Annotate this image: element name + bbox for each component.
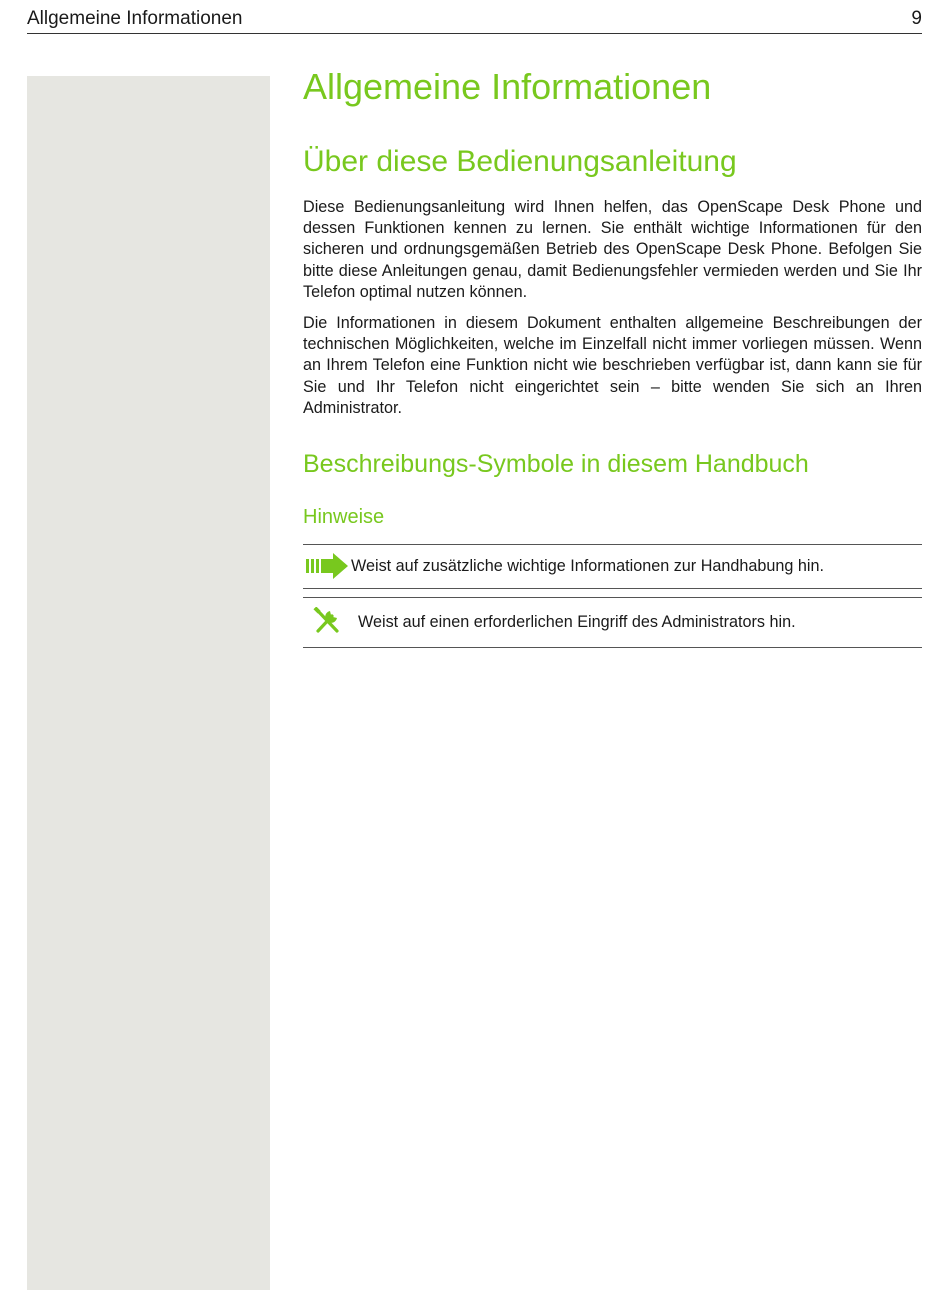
note-row-info: [303, 544, 922, 589]
note-text-info: Weist auf zusätzliche wichtige Informationen zur Handhabung hin.: [351, 557, 825, 576]
intro-paragraph: Diese Bedienungsanleitung wird Ihnen helfen, das OpenScape Desk Phone und dessen Funktionen kennen zu lernen. Sie enthält wichtige Informationen für den sicheren und ordnungsgemäßen Betrieb des OpenScape Desk Phone. Befolgen Sie bitte diese Anleitungen genau, damit Bedienungsfehler vermieden werden und Sie Ihr Telefon optimal nutzen können.: [303, 198, 922, 301]
header-section-title: Allgemeine Informationen: [27, 8, 243, 29]
running-header: [27, 6, 922, 34]
wrench-tools-icon: [313, 607, 341, 640]
notes-table: [303, 544, 922, 648]
info-paragraph: Die Informationen in diesem Dokument enthalten allgemeine Beschreibungen der technischen Möglichkeiten, welche im Einzelfall nicht immer vorliegen müssen. Wenn an Ihrem Telefon eine Funktion nicht wie beschrieben verfügbar ist, dann kann sie für Sie und Ihr Telefon nicht eingerichtet sein – bitte wenden Sie sich an Ihren Administrator.: [303, 314, 922, 417]
note-row-admin: [303, 597, 922, 648]
section-heading: Über diese Bedienungsanleitung: [303, 145, 737, 178]
note-text-admin: Weist auf einen erforderlichen Eingriff des Administrators hin.: [358, 613, 796, 632]
page-title: Allgemeine Informationen: [303, 66, 712, 107]
symbols-heading: Beschreibungs-Symbole in diesem Handbuch: [303, 450, 809, 479]
page-number: 9: [911, 8, 922, 29]
notes-subheading: Hinweise: [303, 506, 385, 529]
arrow-right-icon: [305, 553, 349, 584]
sidebar-margin-panel: [27, 76, 270, 1290]
main-content: [303, 60, 922, 648]
